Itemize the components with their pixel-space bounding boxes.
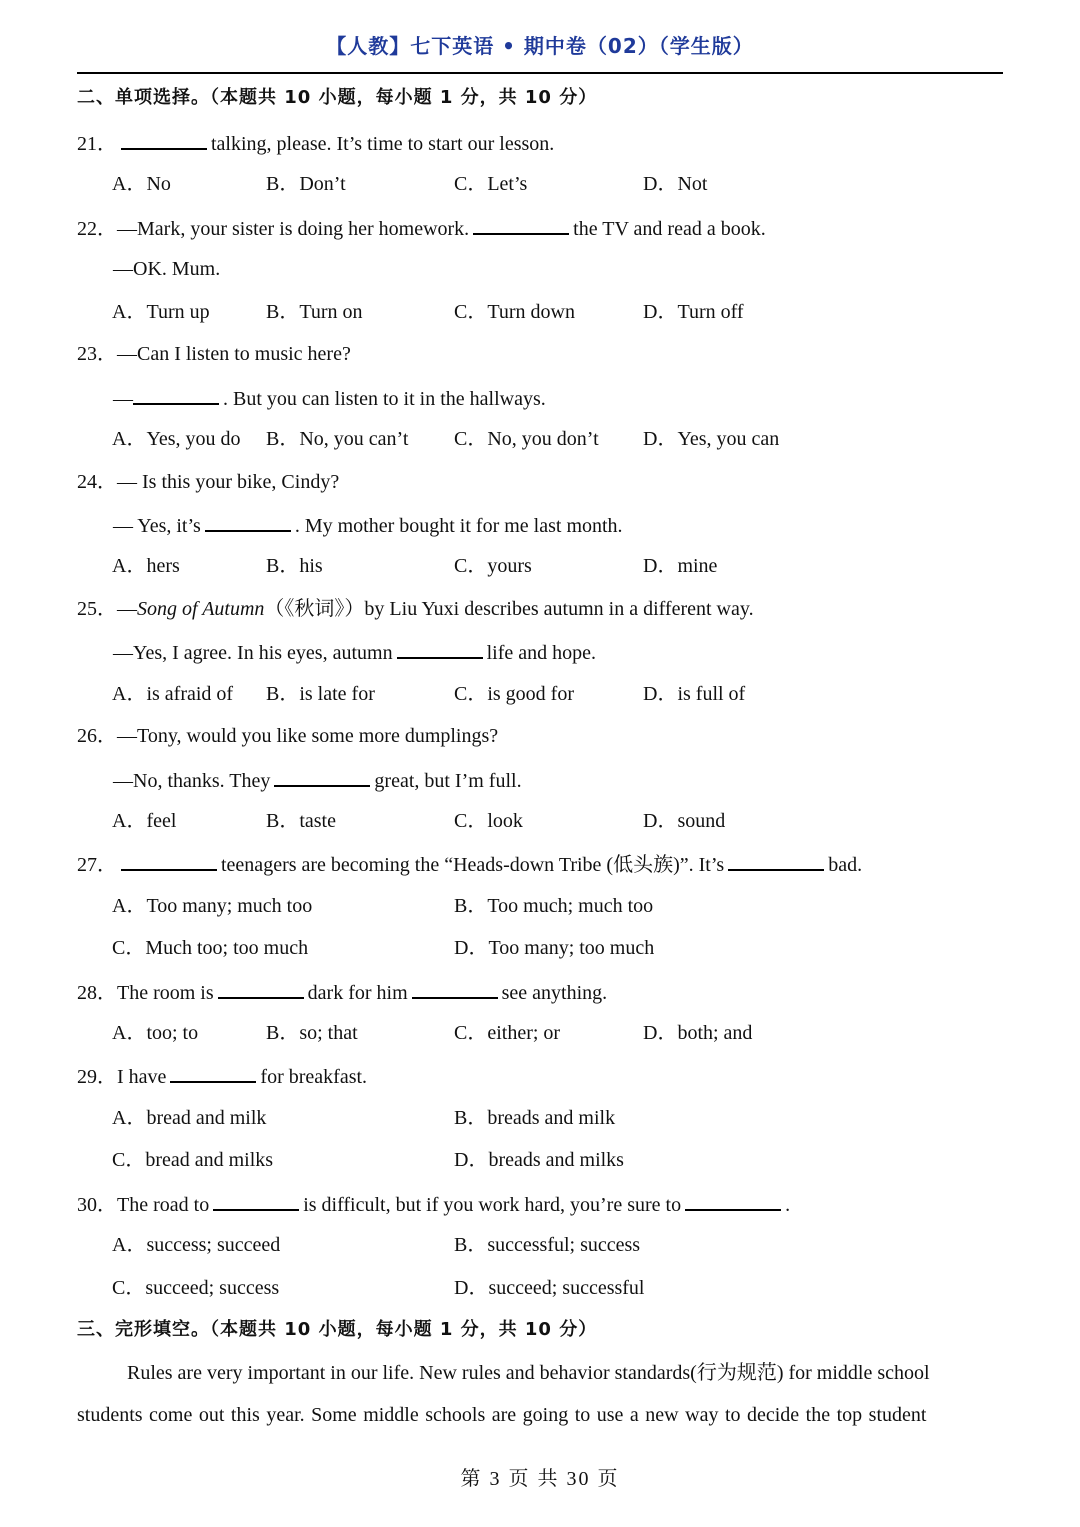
q23-option-c: C．No, you don’t [454,428,599,450]
q22-option-c: C．Turn down [454,301,575,323]
q24-option-a: A．hers [112,555,180,577]
q24-option-c: C．yours [454,555,532,577]
q26-number: 26． [77,725,117,747]
q30-option-b: B．successful; success [454,1234,641,1256]
q26-pre: —No, thanks. They [113,770,271,792]
q22-option-d: D．Turn off [643,301,744,323]
q23-post: . But you can listen to it in the hallways. [223,388,546,410]
q29-option-d: D．breads and milks [454,1149,624,1171]
q29-option-b: B．breads and milk [454,1107,616,1129]
q24-post: . My mother bought it for me last month. [294,515,623,537]
q27-number: 27． [77,854,117,876]
q27-option-a: A．Too many; much too [112,895,313,917]
cloze-paragraph-line-1: Rules are very important in our life. New rules and behavior standards(行为规范) for middle school [127,1362,930,1384]
q24-reply [113,512,1043,538]
q21-option-b: B．Don’t [266,173,346,195]
q26-option-b: B．taste [266,810,336,832]
q24-pre: — Yes, it’s [113,515,201,537]
q25-title: Song of Autumn [137,598,265,620]
q25-option-d: D．is full of [643,683,746,705]
q30-pre: The road to [117,1194,210,1216]
question-21 [77,130,1007,156]
q21-text: talking, please. It’s time to start our lesson. [211,133,555,155]
q23-option-a: A．Yes, you do [112,428,241,450]
q22-option-a: A．Turn up [112,301,210,323]
q26-reply [113,767,1043,793]
q26-option-d: D．sound [643,810,726,832]
q23-option-b: B．No, you can’t [266,428,409,450]
q24-option-b: B．his [266,555,323,577]
q28-option-a: A．too; to [112,1022,199,1044]
section-2-title: 二、单项选择。（本题共 10 小题，每小题 1 分，共 10 分） [77,87,598,108]
q25-dash: — [117,598,137,620]
q30-blank-1 [213,1191,299,1211]
q25-pre: —Yes, I agree. In his eyes, autumn [113,642,393,664]
q25-option-b: B．is late for [266,683,375,705]
q25-rest: （《秋词》）by Liu Yuxi describes autumn in a different way. [264,598,754,620]
q30-option-a: A．success; succeed [112,1234,281,1256]
q23-option-d: D．Yes, you can [643,428,780,450]
q27-option-c: C．Much too; too much [112,937,309,959]
q29-number: 29． [77,1066,117,1088]
page-header-title: 【人教】七下英语 • 期中卷（02）（学生版） [326,34,754,58]
q28-pre: The room is [117,982,214,1004]
q22-option-b: B．Turn on [266,301,363,323]
q22-post: the TV and read a book. [573,218,766,240]
q30-blank-2 [685,1191,781,1211]
q22-number: 22． [77,218,117,240]
q27-mid: teenagers are becoming the “Heads-down Tribe (低头族)”. It’s [221,854,725,876]
question-26 [77,724,1007,748]
q25-post: life and hope. [486,642,596,664]
q25-option-a: A．is afraid of [112,683,234,705]
q26-post: great, but I’m full. [374,770,522,792]
q23-text: —Can I listen to music here? [117,343,351,365]
q27-option-b: B．Too much; much too [454,895,654,917]
q29-post: for breakfast. [260,1066,368,1088]
q21-option-a: A．No [112,173,171,195]
q28-option-d: D．both; and [643,1022,753,1044]
q29-blank [170,1063,256,1083]
q23-reply [113,385,1043,411]
q27-post: bad. [828,854,863,876]
q26-option-c: C．look [454,810,523,832]
question-30 [77,1191,1007,1217]
question-28 [77,979,1007,1005]
page-number-footer: 第 3 页 共 30 页 [460,1468,620,1490]
q28-blank-1 [218,979,304,999]
q22-pre: —Mark, your sister is doing her homework. [117,218,470,240]
q28-post: see anything. [501,982,608,1004]
q30-mid: is difficult, but if you work hard, you’re sure to [303,1194,682,1216]
q21-number: 21． [77,133,117,155]
question-22 [77,215,1007,241]
question-29 [77,1063,1007,1089]
q25-blank [397,639,483,659]
q30-number: 30． [77,1194,117,1216]
q29-option-c: C．bread and milks [112,1149,274,1171]
q23-blank [133,385,219,405]
q27-option-d: D．Too many; too much [454,937,655,959]
question-27 [77,851,1007,877]
q24-number: 24． [77,471,117,493]
q23-dash: — [113,388,133,410]
q30-option-d: D．succeed; successful [454,1277,645,1299]
q29-option-a: A．bread and milk [112,1107,267,1129]
q27-blank-1 [121,851,217,871]
q29-pre: I have [117,1066,167,1088]
q28-option-b: B．so; that [266,1022,358,1044]
q25-reply [113,639,1043,665]
q26-blank [274,767,370,787]
q27-blank-2 [728,851,824,871]
q26-option-a: A．feel [112,810,177,832]
question-24 [77,470,1007,494]
q30-option-c: C．succeed; success [112,1277,280,1299]
q25-number: 25． [77,598,117,620]
section-3-title: 三、完形填空。（本题共 10 小题，每小题 1 分，共 10 分） [77,1319,598,1340]
q22-reply: —OK. Mum. [113,258,221,280]
header-divider [77,72,1003,74]
question-23 [77,342,1007,366]
q22-blank [473,215,569,235]
question-25 [77,597,1007,621]
q24-blank [205,512,291,532]
q28-number: 28． [77,982,117,1004]
q21-blank [121,130,207,150]
q21-option-d: D．Not [643,173,708,195]
q30-post: . [785,1194,791,1216]
q21-option-c: C．Let’s [454,173,528,195]
q28-blank-2 [412,979,498,999]
q26-text: —Tony, would you like some more dumplings? [117,725,499,747]
q24-text: — Is this your bike, Cindy? [117,471,340,493]
q25-option-c: C．is good for [454,683,574,705]
q24-option-d: D．mine [643,555,718,577]
q28-mid: dark for him [307,982,408,1004]
q28-option-c: C．either; or [454,1022,561,1044]
q23-number: 23． [77,343,117,365]
cloze-paragraph-line-2: students come out this year. Some middle schools are going to use a new way to decide the top student [77,1404,927,1426]
